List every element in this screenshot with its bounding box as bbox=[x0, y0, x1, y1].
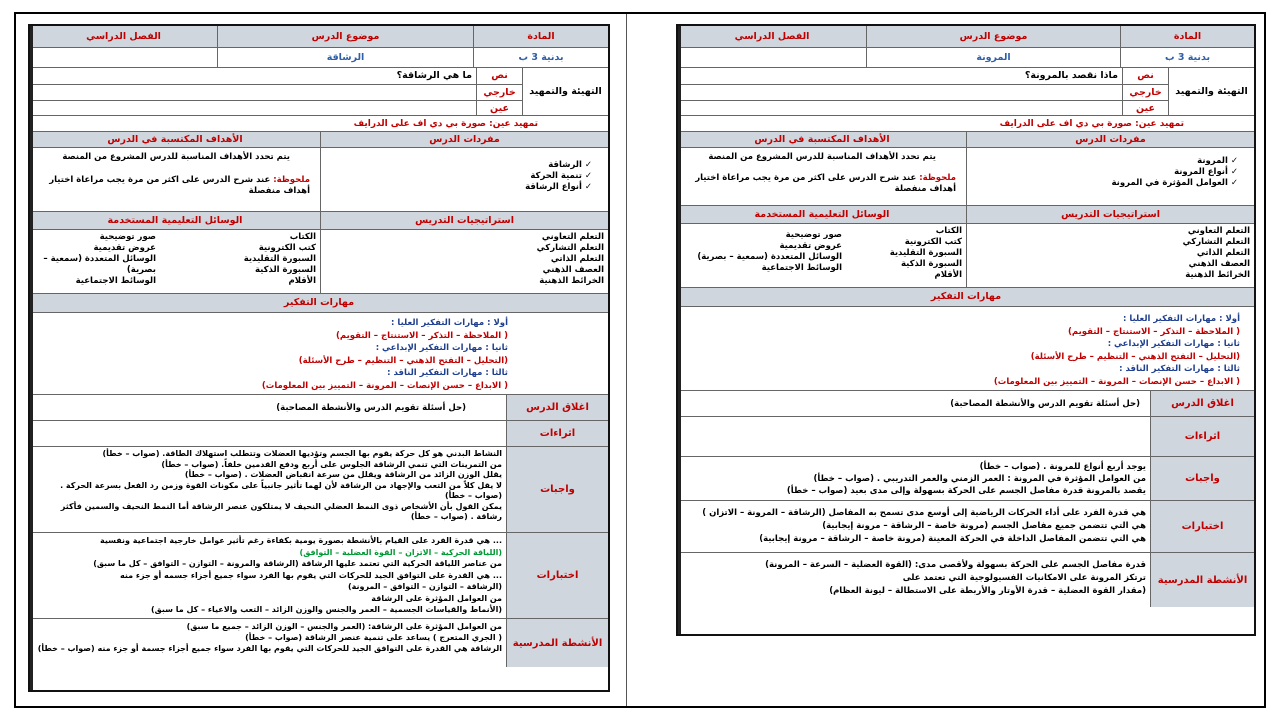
vocab-item: ✓ العوامل المؤثرة في المرونة bbox=[971, 178, 1238, 189]
thinking-l3: ثانيا : مهارات التفكير الإبداعي : bbox=[375, 343, 508, 353]
tool-item: صور توضيحية bbox=[785, 230, 842, 240]
tool-item: الكتاب bbox=[935, 226, 962, 236]
vocab-item: ✓ المرونة bbox=[971, 156, 1238, 167]
thinking-body bbox=[30, 313, 608, 395]
test-line: من العوامل المؤثرة على الرشاقة bbox=[371, 593, 502, 603]
intro-content bbox=[678, 68, 1122, 115]
tag-eye: عين bbox=[490, 103, 509, 114]
thinking-l2: ( الملاحظة – التذكر – الاستنتاج – التقويم) bbox=[1068, 326, 1240, 337]
tests-label: اختبارات bbox=[1150, 501, 1254, 552]
strategy-item: العصف الذهني bbox=[542, 265, 604, 275]
tools-col-2 bbox=[34, 232, 166, 293]
objectives-body bbox=[30, 148, 320, 211]
closing-text: (حل أسئلة تقويم الدرس والأنشطة المصاحبة) bbox=[276, 403, 466, 413]
homework-line: يقلل الوزن الزائد من الرشاقة ويقلل من سرعة انقباض العضلات . (صواب – خطأ) bbox=[184, 470, 502, 479]
topic-value: المرونة bbox=[866, 48, 1120, 67]
vocab-list bbox=[966, 148, 1254, 205]
subject-label: المادة bbox=[473, 26, 608, 47]
tool-item: عروض تقديمية bbox=[779, 241, 842, 251]
homework-line: النشاط البدني هو كل حركة يقوم بها الجسم وتؤديها العضلات وتتطلب استهلاك الطاقة. (صواب – خطأ) bbox=[102, 449, 502, 458]
tool-item: الوسائط الاجتماعية bbox=[75, 276, 156, 286]
semester-label: الفصل الدراسي bbox=[678, 26, 866, 47]
strategy-item: التعلم الذاتي bbox=[1196, 248, 1250, 258]
homework-line: يمكن القول بأن الأشخاص ذوى النمط العضلي النحيف لا يمتلكون عنصر الرشاقة أما النمط النحيف والسمين فأكثر رشاقة . (صواب – خطأ) bbox=[60, 501, 502, 521]
tag-eye: عين bbox=[1136, 103, 1155, 114]
strategies-list bbox=[966, 224, 1254, 287]
objectives-title: الأهداف المكتسبة في الدرس bbox=[30, 132, 320, 147]
vocab-title: مفردات الدرس bbox=[966, 132, 1254, 147]
vocab-title: مفردات الدرس bbox=[320, 132, 608, 147]
homework-body bbox=[678, 457, 1150, 500]
homework-line: يقصد بالمرونة قدرة مفاصل الجسم على الحركة بسهولة وإلى مدى بعيد (صواب – خطأ) bbox=[786, 486, 1146, 496]
school-line: ترتكز المرونة على الامكانيات الفسيولوجية التي تعتمد على bbox=[902, 573, 1146, 583]
tests-body bbox=[30, 533, 506, 618]
tool-item: كتب الكترونية bbox=[904, 237, 962, 247]
strategy-item: التعلم التشاركي bbox=[1182, 237, 1250, 247]
note-text: عند شرح الدرس على اكثر من مرة يجب مراعاة اختيار أهداف منفصلة bbox=[695, 173, 956, 194]
homework-line: من العوامل المؤثرة في المرونة : العمر الزمني والعمر التدريبي . (صواب – خطأ) bbox=[813, 474, 1146, 484]
intro-question: ماذا نقصد بالمرونة؟ bbox=[678, 68, 1122, 85]
school-body bbox=[30, 619, 506, 667]
tool-item: الأقلام bbox=[288, 276, 316, 286]
topic-value: الرشاقة bbox=[217, 48, 473, 67]
closing-label: اغلاق الدرس bbox=[506, 395, 608, 420]
tools-list bbox=[30, 230, 320, 293]
note-label: ملحوظة: bbox=[273, 175, 310, 185]
school-body bbox=[678, 553, 1150, 607]
closing-text: (حل أسئلة تقويم الدرس والأنشطة المصاحبة) bbox=[950, 399, 1140, 409]
test-line: (الأنماط والقياسات الجسمية – العمر والجنس والوزن الزائد – التعب والاعياء – كل ما سبق) bbox=[151, 605, 502, 614]
thinking-l5: ثالثا : مهارات التفكير الناقد : bbox=[1119, 364, 1240, 374]
strategy-item: التعلم التعاوني bbox=[1187, 226, 1250, 236]
tool-item: السبورة التقليدية bbox=[243, 254, 316, 264]
tool-item: بصرية) bbox=[126, 265, 156, 275]
tag-text: نص bbox=[477, 68, 522, 85]
semester-value bbox=[30, 48, 217, 67]
test-line: هي التي تتضمن جميع مفاصل الجسم (مرونة خاصة – الرشاقة – مرونة إيجابية) bbox=[822, 521, 1146, 531]
tools-title: الوسائل التعليمية المستخدمة bbox=[678, 206, 966, 223]
enrich-body bbox=[30, 421, 506, 446]
school-line: الرشاقة هي القدرة على التوافق الجيد للحركات التي يقوم بها الفرد سواء جميع أجزاء جسمة أو جزء منه (صواب – خطأ) bbox=[37, 644, 502, 653]
tool-item: كتب الكترونية bbox=[258, 243, 316, 253]
school-line: (مقدار القوة العضلية – قدرة الأوتار والأربطة على الاستطالة – ليونة العظام) bbox=[829, 586, 1146, 596]
school-label: الأنشطة المدرسية bbox=[1150, 553, 1254, 607]
test-line: (اللياقة الحركية – الاتزان – القوة العضلية – التوافق) bbox=[299, 547, 502, 557]
tools-list bbox=[678, 224, 966, 287]
tool-item: السبورة الذكية bbox=[900, 259, 962, 269]
school-line: من العوامل المؤثرة على الرشاقة: (العمر والجنس – الوزن الزائد – جميع ما سبق) bbox=[186, 622, 502, 631]
strategy-item: الخرائط الذهنية bbox=[539, 276, 604, 286]
note-text: عند شرح الدرس على اكثر من مرة يجب مراعاة اختيار أهداف منفصلة bbox=[49, 175, 310, 196]
homework-line: من التمرينات التي تنمي الرشاقة الجلوس على أربع ودفع القدمين خلفاً. (صواب – خطأ) bbox=[161, 459, 502, 469]
tool-item: الوسائل المتعددة (سمعية – بصرية) bbox=[697, 252, 842, 262]
vocab-list bbox=[320, 148, 608, 211]
closing-label: اغلاق الدرس bbox=[1150, 391, 1254, 416]
tests-body bbox=[678, 501, 1150, 552]
strategy-item: التعلم الذاتي bbox=[550, 254, 604, 264]
lesson-plan-agility bbox=[28, 24, 610, 692]
vocab-item: ✓ أنواع الرشاقة bbox=[325, 182, 592, 193]
homework-line: يوجد أربع أنواع للمرونة . (صواب – خطأ) bbox=[979, 462, 1146, 472]
enrich-label: اثراءات bbox=[506, 421, 608, 446]
objectives-text: يتم تحدد الأهداف المناسبة للدرس المشروع من المنصة bbox=[708, 152, 936, 162]
thinking-body bbox=[678, 307, 1254, 391]
strategy-item: التعلم التشاركي bbox=[536, 243, 604, 253]
strategy-item: التعلم التعاوني bbox=[541, 232, 604, 242]
subject-value: بدنية 3 ب bbox=[1120, 48, 1254, 67]
tool-item: صور توضيحية bbox=[99, 232, 156, 242]
topic-label: موضوع الدرس bbox=[217, 26, 473, 47]
tools-col-1 bbox=[166, 232, 316, 293]
intro-content bbox=[30, 68, 476, 115]
strategies-title: استراتيجيات التدريس bbox=[320, 212, 608, 229]
thinking-l5: ثالثا : مهارات التفكير الناقد : bbox=[387, 368, 508, 378]
test-line: (الرشاقة – التوازن – التوافق – المرونة) bbox=[347, 582, 502, 591]
note-label: ملحوظة: bbox=[919, 173, 956, 183]
tool-item: الأقلام bbox=[934, 270, 962, 280]
intro-tags bbox=[1122, 68, 1168, 115]
thinking-l4: (التحليل – التفتح الذهني – التنظيم – طرح الأسئلة) bbox=[1030, 351, 1240, 362]
strategies-title: استراتيجيات التدريس bbox=[966, 206, 1254, 223]
tool-item: السبورة الذكية bbox=[254, 265, 316, 275]
subject-label: المادة bbox=[1120, 26, 1254, 47]
vocab-item: ✓ الرشاقة bbox=[325, 160, 592, 171]
tools-title: الوسائل التعليمية المستخدمة bbox=[30, 212, 320, 229]
tag-external: خارجي bbox=[1123, 85, 1168, 101]
strategy-item: الخرائط الذهنية bbox=[1185, 270, 1250, 280]
semester-label: الفصل الدراسي bbox=[30, 26, 217, 47]
enrich-label: اثراءات bbox=[1150, 417, 1254, 456]
subject-value: بدنية 3 ب bbox=[473, 48, 608, 67]
thinking-l1: أولا : مهارات التفكير العليا : bbox=[1123, 314, 1240, 324]
thinking-l4: (التحليل – التفتح الذهني – التنظيم – طرح الأسئلة) bbox=[298, 355, 508, 366]
topic-label: موضوع الدرس bbox=[866, 26, 1120, 47]
homework-body bbox=[30, 447, 506, 532]
tool-item: عروض تقديمية bbox=[93, 243, 156, 253]
test-line: من عناصر اللياقة الحركية التي تعتمد عليها الرشاقة (الرشاقة والمرونة – التوازن – التوافق – كل ما سبق) bbox=[93, 559, 502, 568]
tool-item: الوسائل المتعددة (سمعية – bbox=[43, 254, 156, 264]
thinking-l1: أولا : مهارات التفكير العليا : bbox=[391, 318, 508, 328]
enrich-body bbox=[678, 417, 1150, 456]
tag-external: خارجي bbox=[477, 85, 522, 101]
test-line: هي التي تتضمن المفاصل الداخلة في الحركة المعينة (مرونة خاصة – الرشاقة – مرونة إيجابية) bbox=[759, 534, 1146, 544]
objectives-text: يتم تحدد الأهداف المناسبة للدرس المشروع من المنصة bbox=[62, 152, 290, 162]
page-separator bbox=[626, 14, 627, 706]
school-line: ( الجري المتعرج ) يساعد على تنمية عنصر الرشاقة (صواب – خطأ) bbox=[245, 633, 502, 642]
strategy-item: العصف الذهني bbox=[1188, 259, 1250, 269]
test-line: ... هي القدرة على التوافق الجيد للحركات التي يقوم بها الفرد سواء جميع أجزاء جسمه أو جزء منه bbox=[120, 570, 502, 580]
school-label: الأنشطة المدرسية bbox=[506, 619, 608, 667]
intro-preface: تمهيد عين: صورة بي دي اف على الدرايف bbox=[999, 119, 1184, 129]
tool-item: السبورة التقليدية bbox=[889, 248, 962, 258]
thinking-title: مهارات التفكير bbox=[678, 288, 1254, 307]
school-line: قدرة مفاصل الجسم على الحركة بسهولة ولأقصى مدى: (القوة العضلية – السرعة – المرونة) bbox=[765, 560, 1146, 570]
objectives-title: الأهداف المكتسبة في الدرس bbox=[678, 132, 966, 147]
objectives-body bbox=[678, 148, 966, 205]
thinking-l6: ( الابداع – حسن الإنصات – المرونة – التمييز بين المعلومات) bbox=[993, 376, 1240, 387]
thinking-l6: ( الابداع – حسن الإنصات – المرونة – التمييز بين المعلومات) bbox=[261, 380, 508, 391]
thinking-l2: ( الملاحظة – التذكر – الاستنتاج – التقويم) bbox=[336, 330, 508, 341]
vocab-item: ✓ أنواع المرونة bbox=[971, 167, 1238, 178]
test-line: هي قدرة الفرد على أداء الحركات الرياضية إلى أوسع مدى تسمح به المفاصل (الرشاقة – المرونة – الاتزان ) bbox=[702, 508, 1146, 518]
thinking-title: مهارات التفكير bbox=[30, 294, 608, 313]
test-line: ... هي قدرة الفرد على القيام بالأنشطة بصورة يومية بكفاءة رغم تأثير عوامل خارجية اجتماعية ونفسية bbox=[100, 536, 502, 545]
homework-label: واجبات bbox=[506, 447, 608, 532]
tool-item: الكتاب bbox=[289, 232, 316, 242]
intro-question: ما هي الرشاقة؟ bbox=[30, 68, 476, 85]
lesson-plan-flexibility bbox=[676, 24, 1256, 636]
thinking-l3: ثانيا : مهارات التفكير الإبداعي : bbox=[1107, 339, 1240, 349]
vocab-item: ✓ تنمية الحركة bbox=[325, 171, 592, 182]
homework-label: واجبات bbox=[1150, 457, 1254, 500]
semester-value bbox=[678, 48, 866, 67]
intro-label: التهيئة والتمهيد bbox=[1168, 68, 1254, 115]
tools-col-2 bbox=[682, 226, 842, 287]
tools-col-1 bbox=[842, 226, 962, 287]
intro-preface: تمهيد عين: صورة بي دي اف على الدرايف bbox=[353, 119, 538, 129]
homework-line: لا يقل كلاً من التعب والإجهاد من الرشاقة لأن لهما تأثير جانبياً على مكونات القوة وزمن رد الفعل بسرعة الحركة . (صواب – خطأ) bbox=[60, 480, 502, 500]
intro-label: التهيئة والتمهيد bbox=[522, 68, 608, 115]
tests-label: اختبارات bbox=[506, 533, 608, 618]
intro-tags bbox=[476, 68, 522, 115]
tag-text: نص bbox=[1123, 68, 1168, 85]
strategies-list bbox=[320, 230, 608, 293]
tool-item: الوسائط الاجتماعية bbox=[761, 263, 842, 273]
